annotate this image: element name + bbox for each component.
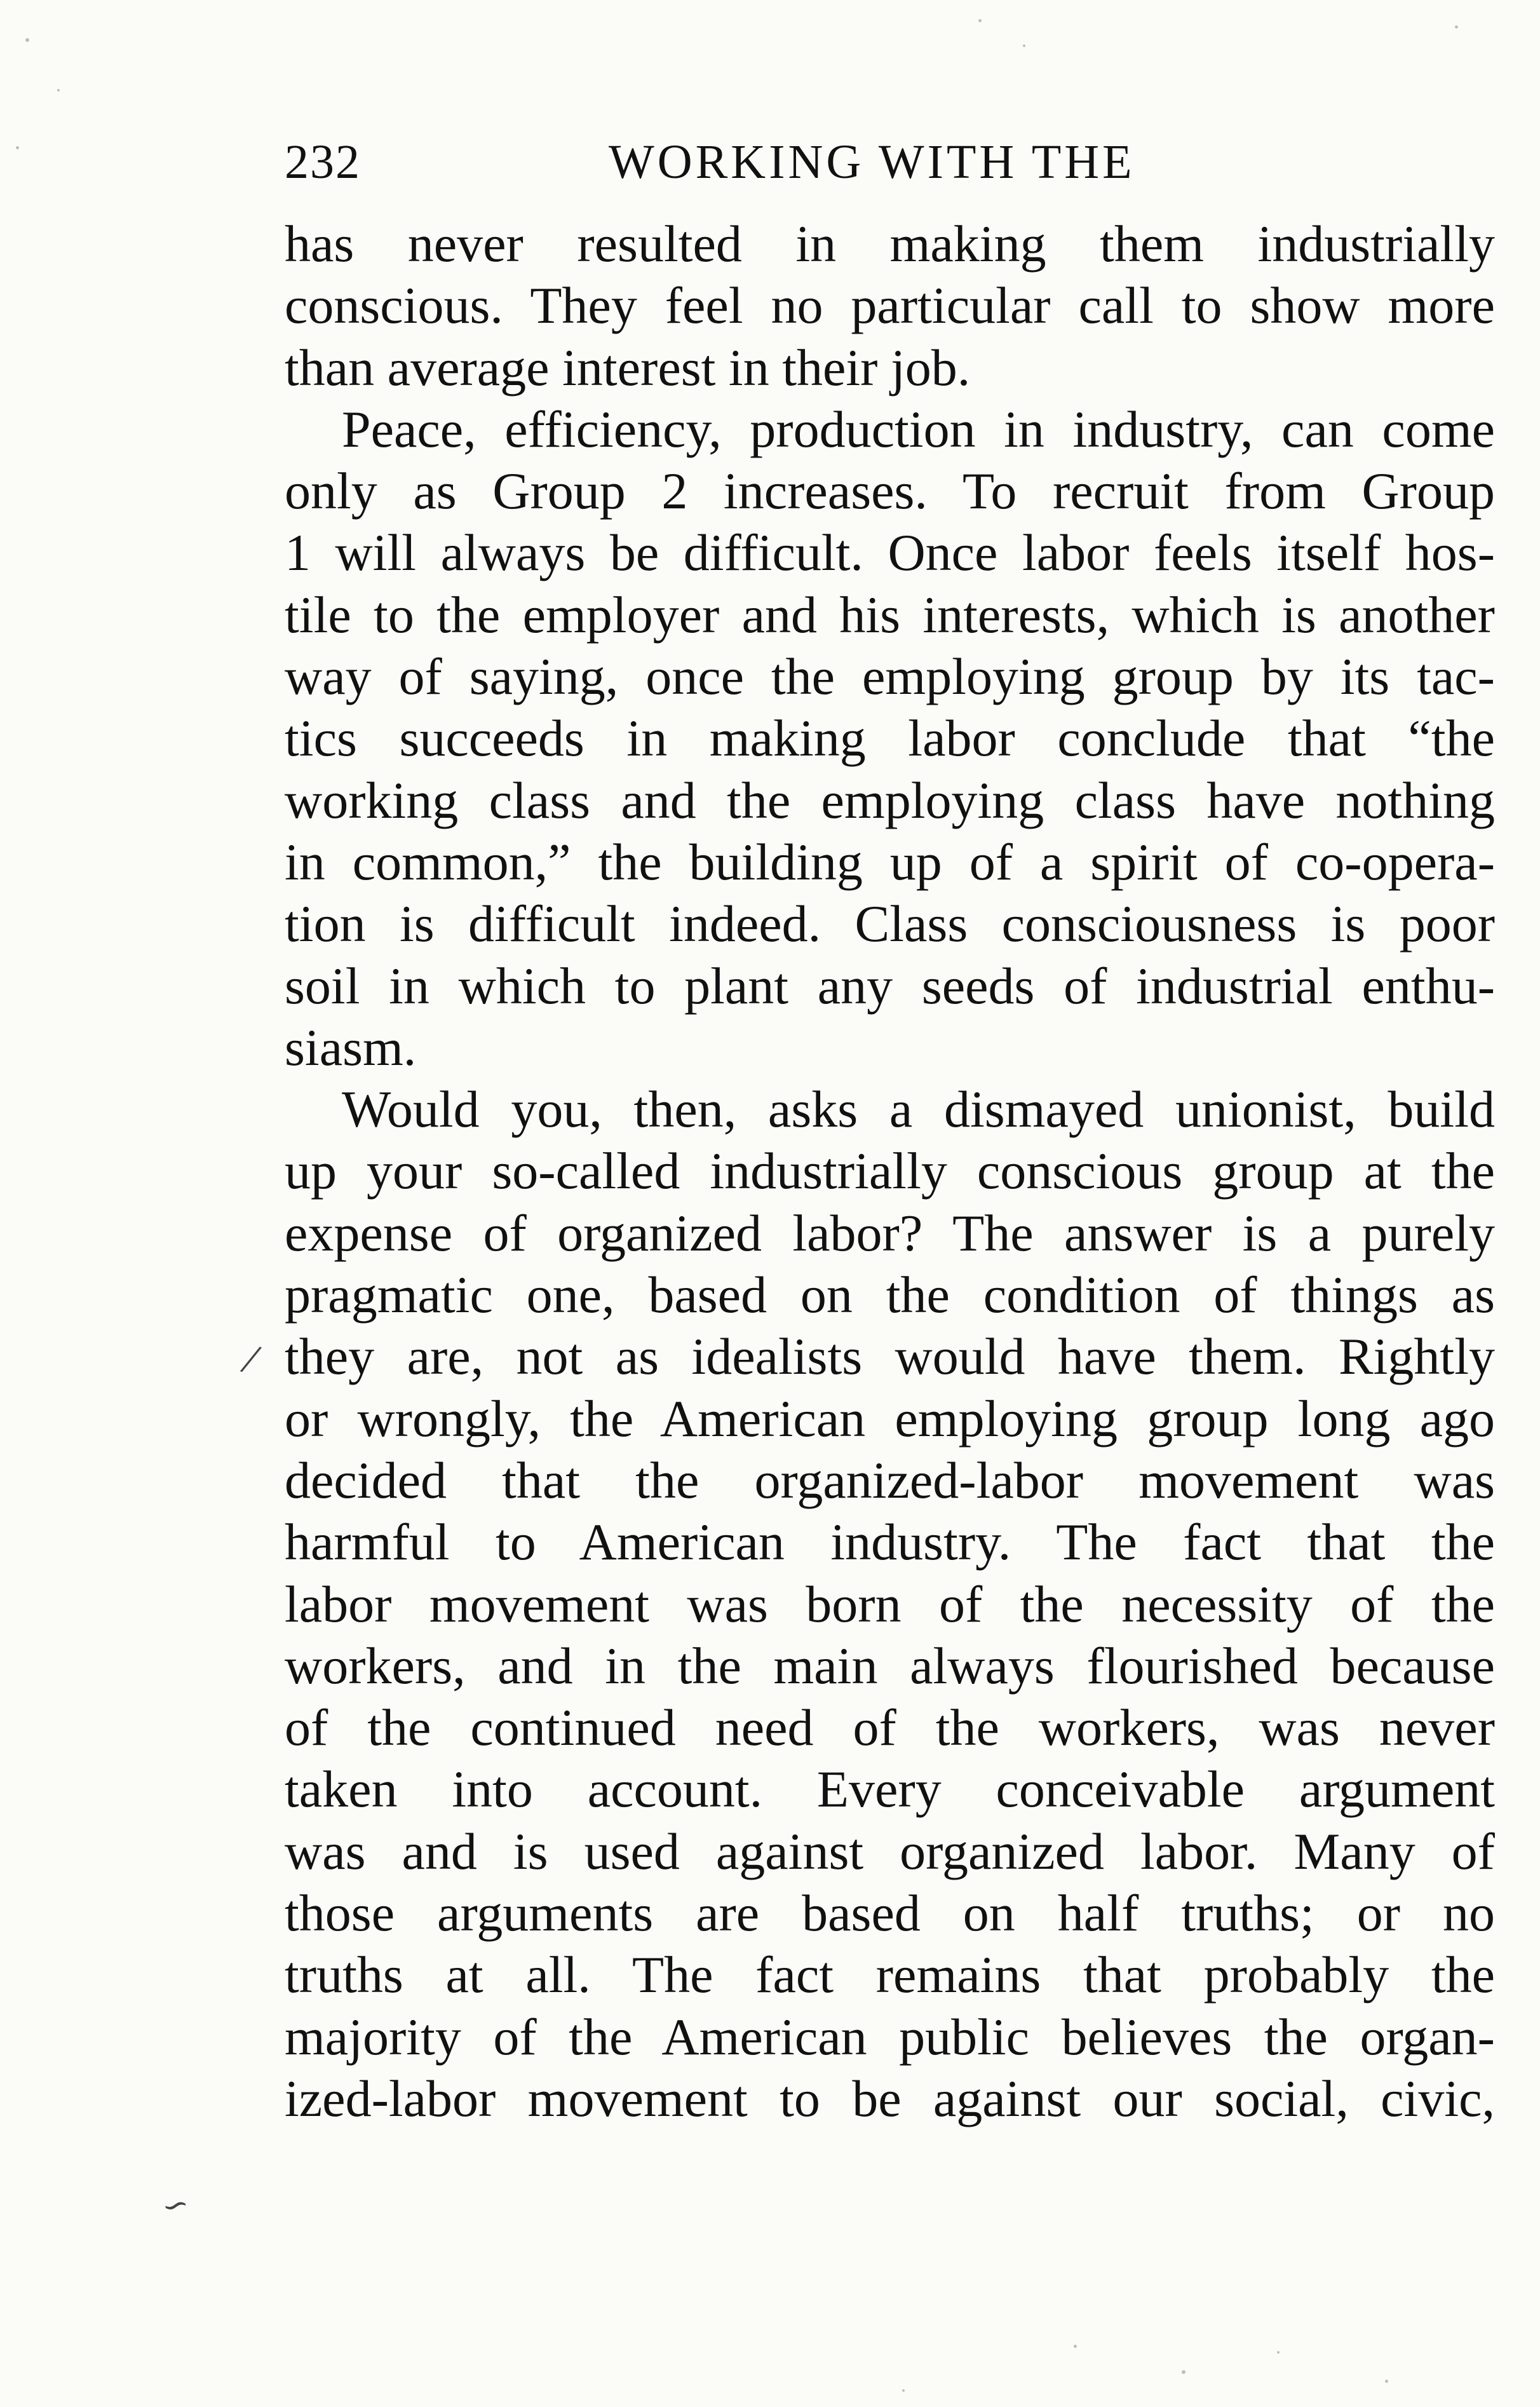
- text-line: ized-labor movement to be against our social, civic,: [285, 2069, 1495, 2127]
- text-line: only as Group 2 increases. To recruit from Group: [285, 462, 1495, 520]
- text-line: 1 will always be difficult. Once labor feels itself hos-: [285, 524, 1495, 582]
- margin-pencil-mark: ∽: [158, 2184, 193, 2226]
- text-line: was and is used against organized labor. Many of: [285, 1822, 1495, 1880]
- text-line: labor movement was born of the necessity of the: [285, 1575, 1495, 1633]
- text-line: those arguments are based on half truths; or no: [285, 1884, 1495, 1943]
- text-line: workers, and in the main always flourished because: [285, 1636, 1495, 1695]
- text-line: tile to the employer and his interests, which is another: [285, 585, 1495, 644]
- page-number: 232: [285, 135, 361, 189]
- text-line: pragmatic one, based on the condition of things as: [285, 1266, 1495, 1324]
- scan-speck: [902, 2389, 905, 2392]
- text-line: decided that the organized-labor movement was: [285, 1451, 1495, 1509]
- text-line: expense of organized labor? The answer is a purely: [285, 1204, 1495, 1262]
- scan-speck: [25, 38, 29, 42]
- text-line: way of saying, once the employing group by its tac-: [285, 648, 1495, 706]
- text-line: soil in which to plant any seeds of industrial enthu-: [285, 956, 1495, 1015]
- body-text: [285, 213, 1495, 2129]
- scan-speck: [1074, 2345, 1077, 2348]
- text-line: than average interest in their job.: [285, 338, 971, 397]
- text-line: conscious. They feel no particular call to show more: [285, 276, 1495, 335]
- text-line: truths at all. The fact remains that probably the: [285, 1946, 1495, 2004]
- scan-speck: [1182, 2370, 1185, 2374]
- text-line: working class and the employing class have nothing: [285, 771, 1495, 829]
- running-head: [285, 130, 1495, 194]
- text-line: Peace, efficiency, production in industry, can come: [342, 400, 1495, 458]
- text-line: majority of the American public believes the organ-: [285, 2007, 1495, 2066]
- running-title: WORKING WITH THE: [609, 135, 1135, 189]
- text-line: siasm.: [285, 1018, 417, 1076]
- scan-speck: [1385, 2380, 1388, 2383]
- margin-pencil-mark: /: [236, 1334, 266, 1385]
- text-line: they are, not as idealists would have them. Rightly: [285, 1327, 1495, 1386]
- scan-speck: [1455, 25, 1458, 29]
- scan-speck: [57, 89, 60, 92]
- text-line: taken into account. Every conceivable argument: [285, 1760, 1495, 1819]
- text-line: of the continued need of the workers, was never: [285, 1698, 1495, 1757]
- text-line: Would you, then, asks a dismayed unionist, build: [342, 1080, 1495, 1139]
- scan-speck: [16, 146, 19, 149]
- scan-speck: [978, 19, 982, 22]
- text-line: tics succeeds in making labor conclude that “the: [285, 709, 1495, 768]
- text-line: harmful to American industry. The fact that the: [285, 1513, 1495, 1571]
- text-line: or wrongly, the American employing group long ago: [285, 1389, 1495, 1448]
- text-line: has never resulted in making them industrially: [285, 215, 1495, 273]
- text-line: in common,” the building up of a spirit of co-opera-: [285, 832, 1495, 891]
- text-line: tion is difficult indeed. Class consciousness is poor: [285, 895, 1495, 953]
- text-line: up your so-called industrially conscious group at the: [285, 1142, 1495, 1200]
- scan-speck: [1277, 2351, 1280, 2354]
- scan-speck: [1023, 44, 1025, 47]
